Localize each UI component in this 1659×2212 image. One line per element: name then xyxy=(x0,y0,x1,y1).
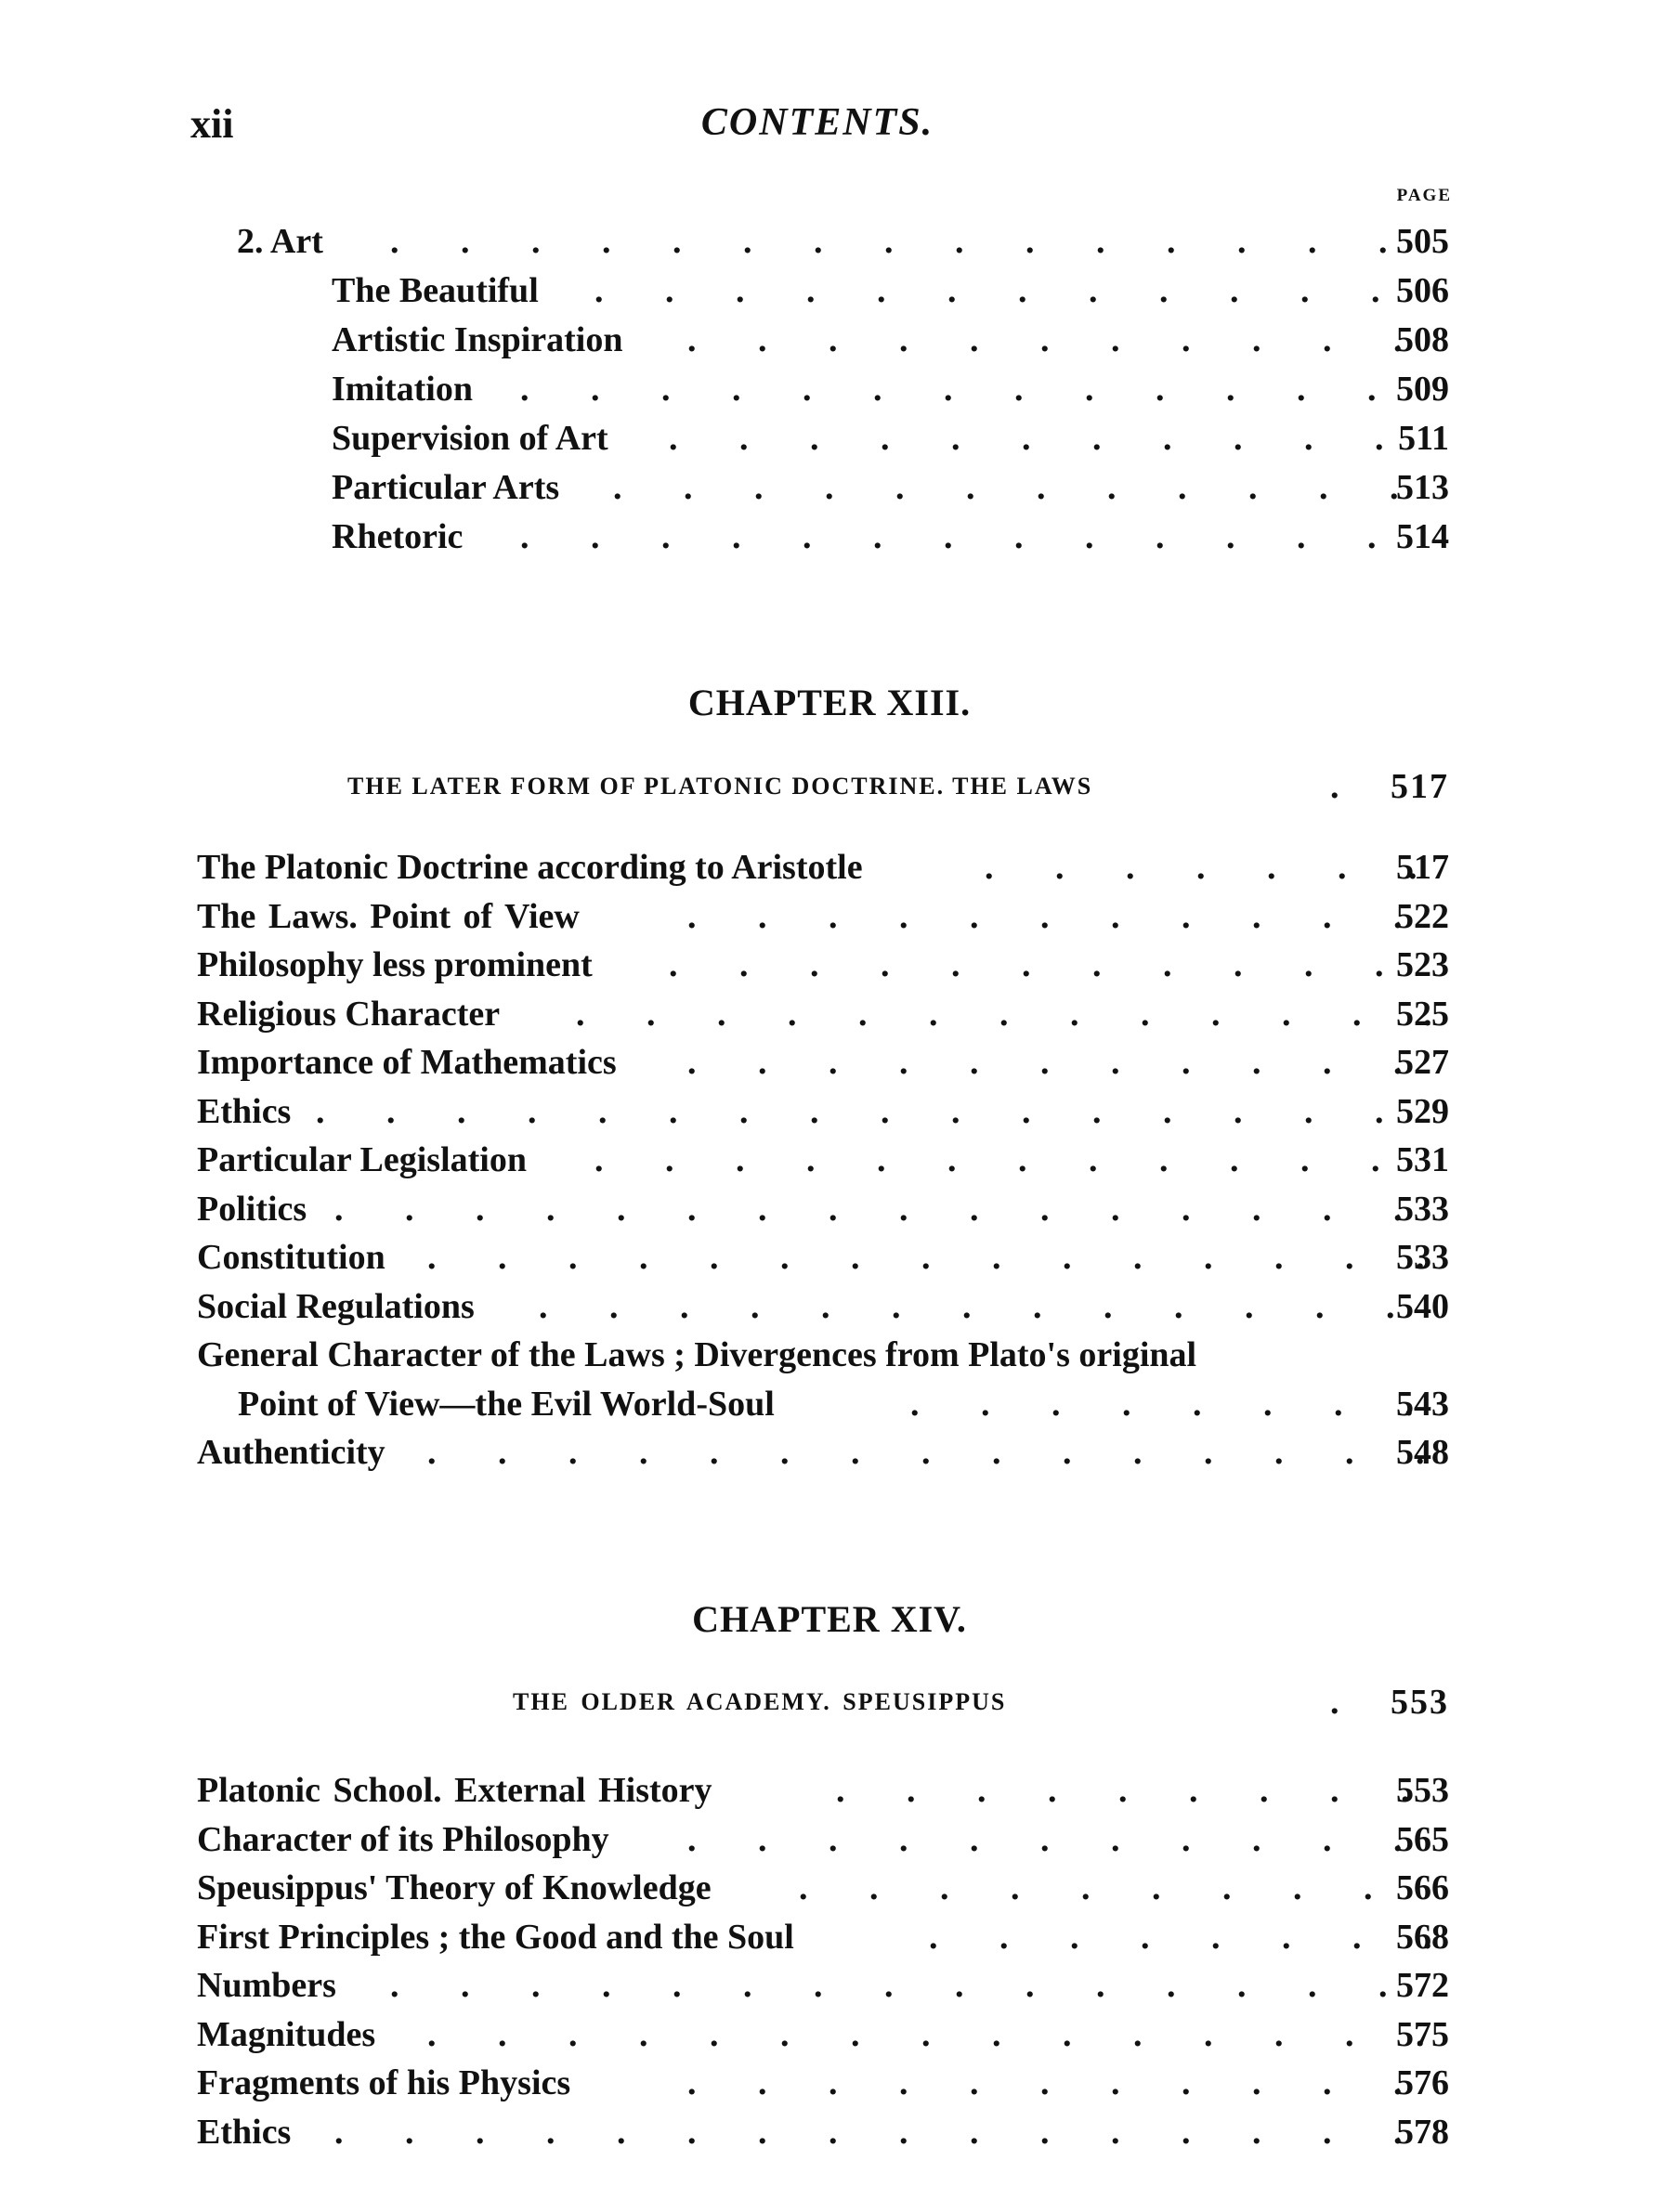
dot-leader xyxy=(687,316,1436,364)
dot-leader xyxy=(316,1087,1436,1136)
toc-entry xyxy=(0,365,1659,413)
chapter-13-subtitle: THE LATER FORM OF PLATONIC DOCTRINE. THE LAWS xyxy=(347,773,1093,800)
dot-leader xyxy=(427,1428,1436,1477)
toc-entry-label: Platonic School. External History xyxy=(197,1766,720,1815)
toc-entry-page: 508 xyxy=(1396,320,1449,359)
dot-leader xyxy=(836,1766,1436,1815)
page-number: xii xyxy=(190,101,234,147)
toc-entry-wrapped xyxy=(0,1331,1659,1379)
toc-entry-page: 533 xyxy=(1396,1238,1449,1277)
toc-entry-label: First Principles ; the Good and the Soul xyxy=(197,1913,802,1961)
toc-entry-label: Politics xyxy=(197,1185,314,1233)
dot-leader xyxy=(613,463,1436,512)
toc-entry xyxy=(0,1913,1659,1961)
toc-entry xyxy=(0,892,1659,941)
toc-entry xyxy=(0,2059,1659,2107)
toc-entry-page: 548 xyxy=(1396,1433,1449,1472)
toc-entry-label: Rhetoric xyxy=(332,513,470,561)
dot-leader xyxy=(985,843,1436,891)
toc-entry-label: Imitation xyxy=(332,365,480,413)
dot-leader xyxy=(687,892,1436,941)
dot-leader xyxy=(669,941,1436,989)
running-title: CONTENTS. xyxy=(700,101,934,144)
chapter-14-heading: CHAPTER XIV. xyxy=(692,1598,967,1640)
toc-entry-label: The Beautiful xyxy=(332,267,546,315)
dot-leader xyxy=(427,2010,1436,2059)
toc-entry xyxy=(0,316,1659,364)
dot-leader xyxy=(539,1282,1436,1331)
toc-entry-label: Magnitudes xyxy=(197,2010,383,2059)
toc-entry-page: 578 xyxy=(1396,2113,1449,2152)
toc-entry xyxy=(0,941,1659,989)
toc-entry-label: Social Regulations xyxy=(197,1282,482,1331)
toc-entry-page: 531 xyxy=(1396,1140,1449,1179)
toc-entry-page: 565 xyxy=(1396,1820,1449,1859)
toc-entry-label: Speusippus' Theory of Knowledge xyxy=(197,1864,719,1912)
dot-leader xyxy=(334,2108,1436,2156)
toc-entry-page: 525 xyxy=(1396,995,1449,1034)
toc-entry-label: Importance of Mathematics xyxy=(197,1038,624,1086)
dot-leader xyxy=(390,217,1436,266)
dot-leader xyxy=(669,414,1436,462)
toc-entry xyxy=(0,1282,1659,1331)
chapter-14-subtitle: THE OLDER ACADEMY. SPEUSIPPUS xyxy=(513,1688,1007,1715)
toc-entry-page: 513 xyxy=(1396,468,1449,507)
dot-leader xyxy=(910,1380,1436,1428)
toc-entry xyxy=(0,267,1659,315)
dot-leader: . xyxy=(1330,1683,1341,1722)
chapter-14-subtitle-page: 553 xyxy=(1391,1683,1449,1722)
running-header xyxy=(190,100,1444,156)
page-column-label: PAGE xyxy=(1396,186,1452,205)
dot-leader xyxy=(427,1233,1436,1282)
toc-entry-label: Particular Legislation xyxy=(197,1136,534,1184)
toc-entry-page: 506 xyxy=(1396,271,1449,310)
toc-entry-page: 533 xyxy=(1396,1190,1449,1229)
dot-leader xyxy=(594,1136,1436,1184)
toc-entry-label: Constitution xyxy=(197,1233,393,1282)
dot-leader: . xyxy=(1330,767,1341,806)
toc-entry-label: The Laws. Point of View xyxy=(197,892,587,941)
dot-leader xyxy=(687,1815,1436,1864)
toc-entry-page: 572 xyxy=(1396,1966,1449,2005)
toc-entry-label: Character of its Philosophy xyxy=(197,1815,617,1864)
toc-entry-label: Philosophy less prominent xyxy=(197,941,600,989)
toc-entry-page: 523 xyxy=(1396,945,1449,984)
dot-leader xyxy=(687,1038,1436,1086)
toc-entry-page: 566 xyxy=(1396,1868,1449,1907)
toc-entry-page: 522 xyxy=(1396,897,1449,936)
toc-entry xyxy=(0,513,1659,561)
toc-entry-label: Authenticity xyxy=(197,1428,393,1477)
dot-leader xyxy=(594,267,1436,315)
toc-entry xyxy=(0,1864,1659,1912)
toc-entry-label: General Character of the Laws ; Divergences from Plato's original xyxy=(197,1331,1204,1379)
dot-leader xyxy=(520,513,1436,561)
toc-entry-page: 553 xyxy=(1396,1771,1449,1810)
toc-entry xyxy=(0,843,1659,891)
toc-entry xyxy=(0,2108,1659,2156)
toc-entry xyxy=(0,990,1659,1038)
toc-entry xyxy=(0,1815,1659,1864)
toc-entry xyxy=(0,1766,1659,1815)
toc-entry xyxy=(0,1428,1659,1477)
toc-entry-page: 543 xyxy=(1396,1385,1449,1424)
toc-entry xyxy=(0,1961,1659,2010)
chapter-13-subtitle-page: 517 xyxy=(1391,767,1449,806)
toc-entry-page: 575 xyxy=(1396,2015,1449,2054)
toc-entry-page: 517 xyxy=(1396,848,1449,887)
toc-entry-page: 576 xyxy=(1396,2063,1449,2102)
toc-entry-page: 540 xyxy=(1396,1287,1449,1326)
toc-entry-label: Particular Arts xyxy=(332,463,567,512)
toc-entry-page: 505 xyxy=(1396,222,1449,261)
toc-entry-page: 568 xyxy=(1396,1918,1449,1957)
toc-entry-label: 2. Art xyxy=(237,217,331,266)
toc-entry-page: 529 xyxy=(1396,1092,1449,1131)
toc-entry xyxy=(0,1136,1659,1184)
chapter-14-subtitle-row xyxy=(513,1679,1453,1725)
toc-entry xyxy=(0,1185,1659,1233)
chapter-13-subtitle-row xyxy=(347,763,1453,810)
toc-entry xyxy=(0,217,1659,266)
toc-entry xyxy=(0,1233,1659,1282)
dot-leader xyxy=(390,1961,1436,2010)
toc-entry-label: The Platonic Doctrine according to Aristotle xyxy=(197,843,870,891)
dot-leader xyxy=(929,1913,1436,1961)
dot-leader xyxy=(334,1185,1436,1233)
toc-entry-page: 511 xyxy=(1398,419,1449,458)
toc-entry xyxy=(0,1038,1659,1086)
toc-entry-label: Religious Character xyxy=(197,990,507,1038)
toc-entry xyxy=(0,1087,1659,1136)
toc-entry-label: Ethics xyxy=(197,1087,298,1136)
dot-leader xyxy=(687,2059,1436,2107)
toc-entry-label: Numbers xyxy=(197,1961,344,2010)
toc-entry-continuation xyxy=(0,1380,1659,1428)
toc-entry-page: 514 xyxy=(1396,517,1449,556)
dot-leader xyxy=(576,990,1436,1038)
toc-entry xyxy=(0,414,1659,462)
toc-entry-page: 509 xyxy=(1396,370,1449,409)
toc-entry-label: Point of View—the Evil World-Soul xyxy=(238,1380,782,1428)
toc-entry xyxy=(0,463,1659,512)
toc-entry xyxy=(0,2010,1659,2059)
dot-leader xyxy=(799,1864,1436,1912)
chapter-13-heading: CHAPTER XIII. xyxy=(687,682,972,723)
toc-entry-label: Ethics xyxy=(197,2108,298,2156)
toc-entry-label: Supervision of Art xyxy=(332,414,616,462)
dot-leader xyxy=(520,365,1436,413)
toc-entry-page: 527 xyxy=(1396,1043,1449,1082)
toc-entry-label: Artistic Inspiration xyxy=(332,316,631,364)
toc-entry-label: Fragments of his Physics xyxy=(197,2059,578,2107)
